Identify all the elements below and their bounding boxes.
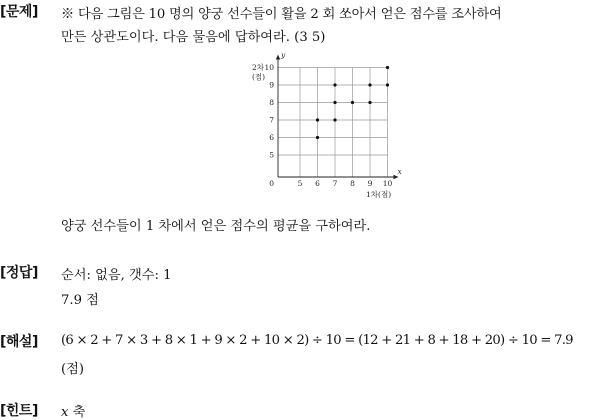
data-point	[316, 118, 319, 121]
problem-text-line1: ※ 다음 그림은 10 명의 양궁 선수들이 활을 2 회 쏘아서 얻은 점수를 조사하여	[61, 7, 502, 22]
y-tick-label: 6	[269, 133, 274, 143]
y-tick-label: 7	[269, 115, 274, 125]
data-point	[368, 101, 371, 104]
chart-axes	[276, 55, 399, 180]
hint-word: 축	[72, 405, 86, 420]
solution-formula: (6 × 2 + 7 × 3 + 8 × 1 + 9 × 2 + 10 × 2) ÷ 10 = (12 + 21 + 8 + 18 + 20) ÷ 10 = 7.9	[61, 333, 573, 348]
y-tick-label: 5	[269, 150, 274, 160]
x-tick-label: 7	[332, 179, 338, 188]
hint-text	[61, 401, 85, 420]
scatter-chart	[246, 51, 406, 201]
data-point	[386, 66, 389, 69]
x-axis-title: 1차(점)	[366, 190, 392, 199]
y-tick-label: 9	[269, 80, 274, 90]
x-tick-label: 6	[315, 179, 320, 188]
y-axis-unit: (점)	[252, 72, 266, 82]
solution-unit: (점)	[61, 362, 85, 377]
problem-label: [문제]	[0, 4, 38, 20]
data-point	[316, 136, 319, 139]
data-point	[368, 83, 371, 86]
y-axis-arrow	[276, 55, 280, 60]
x-tick-label: 9	[367, 179, 373, 188]
answer-label: [정답]	[0, 265, 38, 281]
problem-text-line2: 만든 상관도이다. 다음 물음에 답하여라. (3 5)	[61, 30, 326, 45]
data-point	[333, 83, 336, 86]
x-tick-label: 10	[382, 179, 393, 188]
data-point	[333, 118, 336, 121]
y-tick-label: 8	[269, 98, 274, 108]
data-point	[333, 101, 336, 104]
y-axis-variable: y	[281, 51, 286, 60]
data-point	[386, 83, 389, 86]
answer-line2: 7.9 점	[61, 293, 99, 308]
answer-line1: 순서: 없음, 갯수: 1	[61, 268, 172, 283]
question-text: 양궁 선수들이 1 차에서 얻은 점수의 평균을 구하여라.	[61, 219, 371, 234]
y-axis-title: 2차	[252, 63, 265, 73]
origin-label: 0	[269, 179, 274, 188]
x-tick-label: 8	[350, 179, 355, 188]
hint-label: [힌트]	[0, 403, 38, 419]
x-tick-label: 5	[297, 179, 303, 188]
solution-label: [해설]	[0, 334, 38, 350]
y-tick-label: 10	[264, 63, 274, 73]
hint-variable: x	[61, 405, 69, 420]
x-axis-variable: x	[397, 167, 402, 176]
data-point	[351, 101, 354, 104]
